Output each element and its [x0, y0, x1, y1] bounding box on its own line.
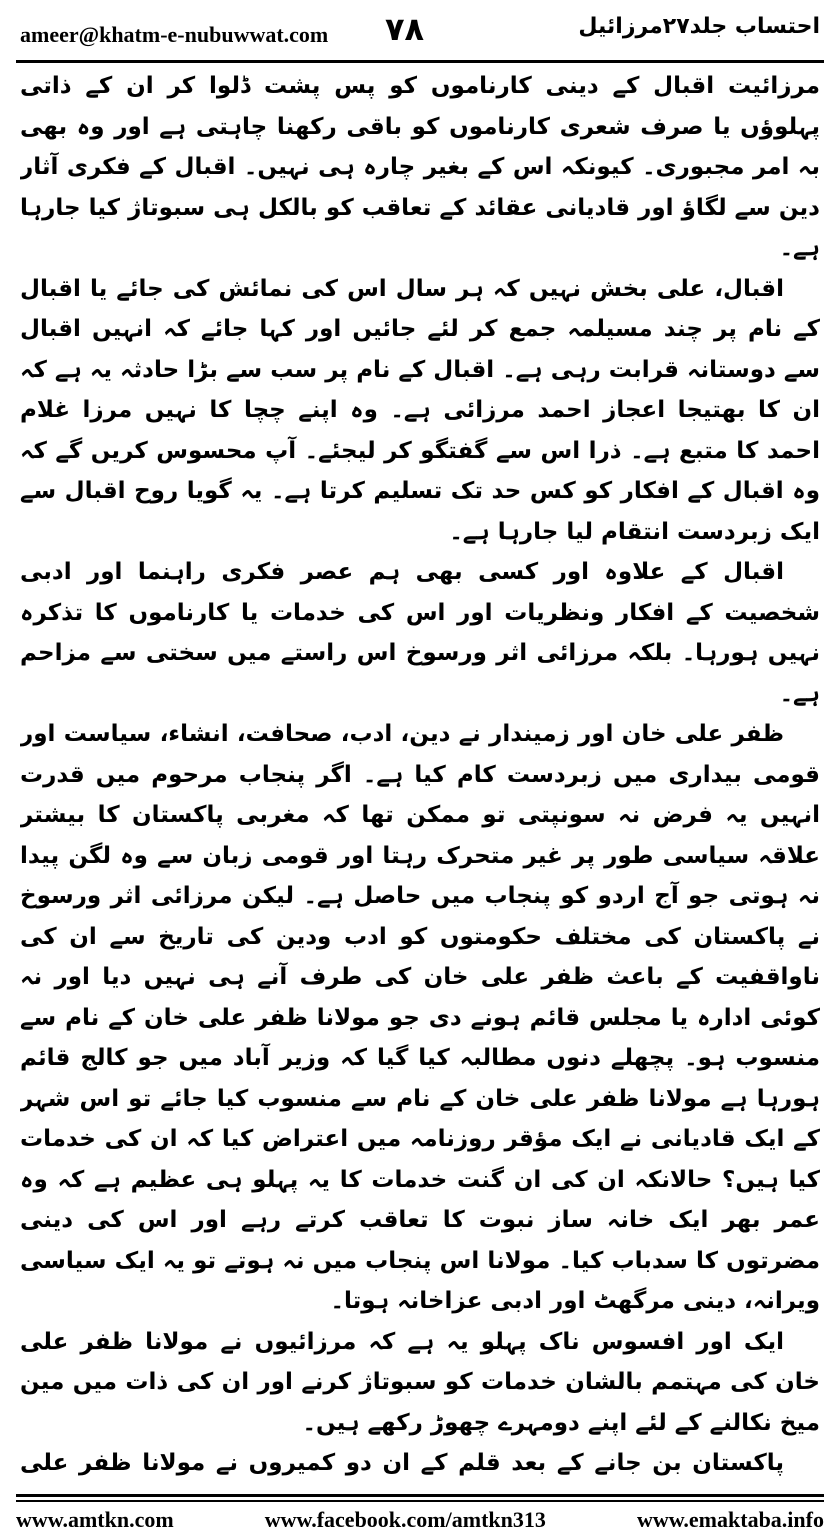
book-title: احتساب جلد۲۷مرزائیل — [578, 14, 820, 39]
header-rule — [16, 60, 824, 63]
paragraph: اقبال کے علاوہ اور کسی بھی ہم عصر فکری راہنما اور ادبی شخصیت کے افکار ونظریات اور اس کی خدمات یا کارناموں کا تذکرہ نہیں ہورہا۔ بلکہ مرزائی اثر ورسوخ اس راستے میں سختی سے مزاحم ہے۔ — [20, 559, 820, 707]
page-header — [0, 0, 840, 62]
paragraph: ظفر علی خان اور زمیندار نے دین، ادب، صحافت، انشاء، سیاست اور قومی بیداری میں زبردست کام کیا ہے۔ اگر پنجاب مرحوم میں قدرت انہیں یہ فرض نہ سونپتی تو ممکن تھا کہ مغربی پاکستان کا بیشتر علاقہ سیاسی طور پر غیر متحرک رہتا اور قومی زبان سے وہ لگن پیدا نہ ہوتی جو آج اردو کو پنجاب میں حاصل ہے۔ لیکن مرزائی اثر ورسوخ نے پاکستان کی مختلف حکومتوں کو ادب ودین کی تاریخ سے ان کی ناواقفیت کے باعث ظفر علی خان کی طرف آنے ہی نہیں دیا اور نہ کوئی ادارہ یا مجلس قائم ہونے دی جو مولانا ظفر علی خان کے نام سے منسوب ہو۔ پچھلے دنوں مطالبہ کیا گیا کہ وزیر آباد میں جو کالج قائم ہورہا ہے مولانا ظفر علی خان کے نام سے منسوب کیا جائے تو اس شہر کے ایک قادیانی نے ایک مؤقر روزنامہ میں اعتراض کیا کہ ان کی خدمات کیا ہیں؟ حالانکہ ان کی ان گنت خدمات کا یہ پہلو ہی عظیم ہے کہ وہ عمر بھر ایک خانہ ساز نبوت کا تعاقب کرتے رہے اور اس کی دینی مضرتوں کا سدباب کیا۔ مولانا اس پنجاب میں نہ ہوتے تو یہ ایک سیاسی ویرانہ، دینی مرگھٹ اور ادبی عزاخانہ ہوتا۔ — [20, 721, 820, 1314]
paragraph: مرزائیت اقبال کے دینی کارناموں کو پس پشت ڈلوا کر ان کے ذاتی پہلوؤں یا صرف شعری کارناموں کو باقی رکھنا چاہتی ہے اور وہ بھی بہ امر مجبوری۔ کیونکہ اس کے بغیر چارہ ہی نہیں۔ اقبال کے فکری آثار دین سے لگاؤ اور قادیانی عقائد کے تعاقب کو بالکل ہی سبوتاژ کیا جارہا ہے۔ — [20, 73, 820, 261]
page-footer — [0, 1490, 840, 1540]
page-body — [20, 66, 820, 1486]
header-email: ameer@khatm-e-nubuwwat.com — [20, 22, 329, 47]
footer-links — [16, 1504, 824, 1536]
footer-link-website[interactable]: www.amtkn.com — [16, 1507, 174, 1532]
footer-link-emaktaba[interactable]: www.emaktaba.info — [636, 1507, 824, 1532]
footer-link-facebook[interactable]: www.facebook.com/amtkn313 — [264, 1507, 546, 1532]
paragraph: ایک اور افسوس ناک پہلو یہ ہے کہ مرزائیوں نے مولانا ظفر علی خان کی مہتمم بالشان خدمات کو سبوتاژ کرنے اور ان کی ذات میں مین میخ نکالنے کے لئے اپنے دومہرے چھوڑ رکھے ہیں۔ — [20, 1328, 820, 1436]
page-number: ۷۸ — [385, 10, 425, 48]
footer-rule-top — [16, 1494, 824, 1497]
paragraph: پاکستان بن جانے کے بعد قلم کے ان دو کمیروں نے مولانا ظفر علی — [20, 1450, 784, 1476]
paragraph: اقبال، علی بخش نہیں کہ ہر سال اس کی نمائش کی جائے یا اقبال کے نام پر چند مسیلمہ جمع کر لئے جائیں اور کہا جائے کہ انہیں اقبال سے دوستانہ قرابت رہی ہے۔ اقبال کے نام پر سب سے بڑا حادثہ یہ ہے کہ ان کا بھتیجا اعجاز احمد مرزائی ہے۔ وہ اپنے چچا کا نہیں مرزا غلام احمد کا متبع ہے۔ ذرا اس سے گفتگو کر لیجئے۔ آپ محسوس کریں گے کہ وہ اقبال کے افکار کو کس حد تک تسلیم کرتا ہے۔ یہ گویا روح اقبال سے ایک زبردست انتقام لیا جارہا ہے۔ — [20, 275, 820, 545]
footer-rule-bottom — [16, 1500, 824, 1502]
